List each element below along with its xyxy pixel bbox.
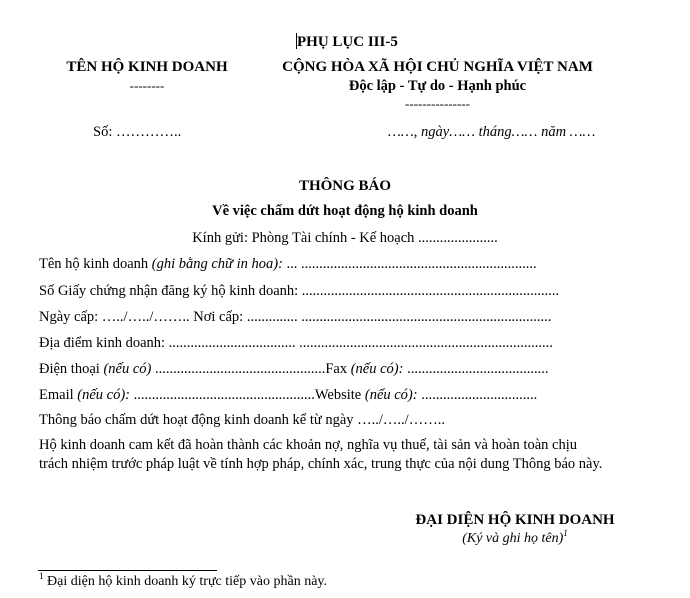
footnote-separator bbox=[38, 570, 217, 571]
notice-title: THÔNG BÁO bbox=[298, 178, 392, 194]
notice-subject: Về việc chấm dứt hoạt động hộ kinh doanh bbox=[212, 203, 478, 219]
phone-input[interactable]: ............................................... bbox=[151, 361, 326, 377]
date-line: ……, ngày…… tháng…… năm …… bbox=[388, 124, 596, 140]
phone-fax-field bbox=[39, 361, 548, 378]
certificate-number-input[interactable]: ....................................................................... bbox=[301, 283, 560, 299]
footnote bbox=[39, 571, 327, 590]
signature-instruction-text: (Ký và ghi họ tên) bbox=[462, 531, 564, 546]
business-name-input[interactable]: ... ................................................................. bbox=[282, 256, 537, 272]
business-name-hint: (ghi bằng chữ in hoa): bbox=[151, 256, 283, 272]
signature-instruction bbox=[390, 528, 640, 547]
email-label: Email bbox=[39, 387, 78, 403]
left-org-separator: -------- bbox=[129, 78, 165, 93]
footnote-marker: 1 bbox=[39, 571, 44, 581]
business-location-input[interactable]: ................................... ...................................................................... bbox=[168, 335, 553, 351]
motto-separator: --------------- bbox=[405, 96, 470, 111]
fax-input[interactable]: ....................................... bbox=[403, 361, 549, 377]
phone-label: Điện thoại bbox=[39, 361, 104, 377]
issue-date-field bbox=[39, 309, 551, 326]
fax-hint: (nếu có): bbox=[350, 361, 404, 377]
recipient-line: Kính gửi: Phòng Tài chính - Kế hoạch ...................... bbox=[192, 230, 498, 246]
email-website-field bbox=[39, 387, 537, 404]
signature-title: ĐẠI DIỆN HỘ KINH DOANH bbox=[415, 512, 615, 528]
business-location-field bbox=[39, 335, 553, 352]
email-hint: (nếu có): bbox=[77, 387, 130, 403]
footnote-reference[interactable]: 1 bbox=[563, 528, 568, 538]
website-input[interactable]: ................................ bbox=[417, 387, 538, 403]
business-location-label: Địa điểm kinh doanh: bbox=[39, 335, 169, 351]
business-name-field bbox=[39, 256, 537, 273]
appendix-title bbox=[296, 33, 398, 51]
national-motto: Độc lập - Tự do - Hạnh phúc bbox=[348, 78, 527, 94]
footnote-text: Đại diện hộ kinh doanh ký trực tiếp vào phần này. bbox=[43, 574, 327, 589]
fax-label: Fax bbox=[325, 361, 351, 377]
certificate-number-label: Số Giấy chứng nhận đăng ký hộ kinh doanh: bbox=[39, 283, 302, 299]
document-number: Số: ………….. bbox=[93, 124, 182, 140]
website-label: Website bbox=[314, 387, 365, 403]
termination-date-field[interactable]: Thông báo chấm dứt hoạt động kinh doanh kể từ ngày …../…../…….. bbox=[39, 412, 445, 428]
business-name-label: Tên hộ kinh doanh bbox=[39, 256, 152, 272]
website-hint: (nếu có): bbox=[364, 387, 418, 403]
appendix-title-text: PHỤ LỤC III-5 bbox=[297, 34, 398, 50]
issue-date-label[interactable]: Ngày cấp: …../…../…….. bbox=[39, 309, 190, 325]
certificate-number-field bbox=[39, 283, 559, 300]
commitment-line-2: trách nhiệm trước pháp luật về tính hợp pháp, chính xác, trung thực của nội dung Thông báo này. bbox=[39, 456, 603, 472]
issue-place-label: Nơi cấp: bbox=[189, 309, 247, 325]
left-org-title: TÊN HỘ KINH DOANH bbox=[66, 59, 228, 75]
commitment-line-1: Hộ kinh doanh cam kết đã hoàn thành các khoản nợ, nghĩa vụ thuế, tài sản và hoàn toàn chịu bbox=[39, 437, 577, 453]
issue-place-input[interactable]: .............. ..................................................................... bbox=[246, 309, 552, 325]
phone-hint: (nếu có) bbox=[103, 361, 152, 377]
email-input[interactable]: .................................................. bbox=[130, 387, 315, 403]
national-title: CỘNG HÒA XÃ HỘI CHỦ NGHĨA VIỆT NAM bbox=[282, 59, 593, 75]
